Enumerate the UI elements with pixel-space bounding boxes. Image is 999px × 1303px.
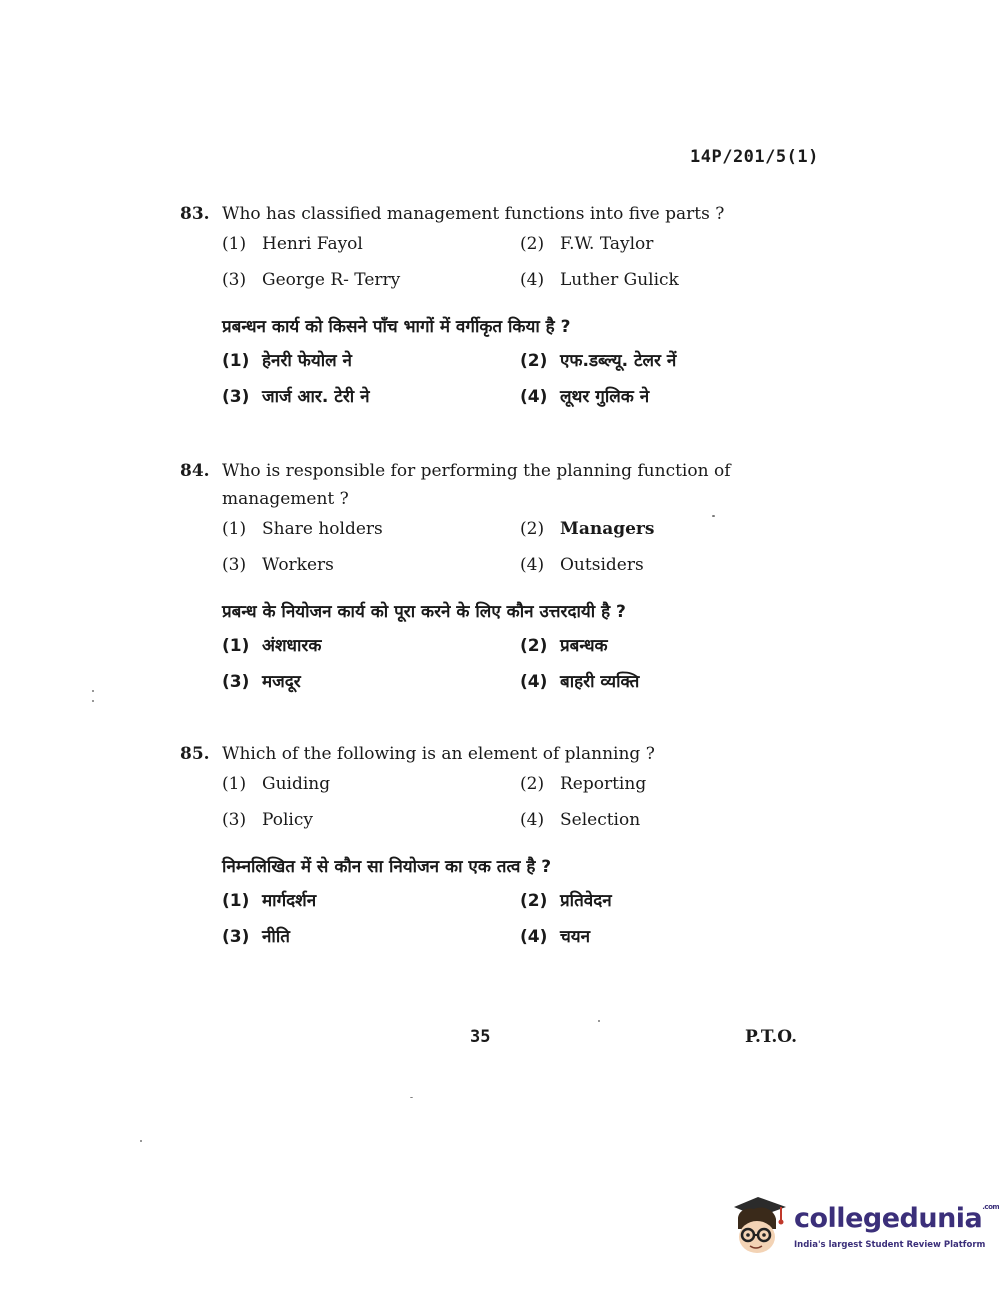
scan-speck (712, 515, 715, 517)
option-2-hindi: (2) एफ.डब्ल्यू. टेलर नें (520, 351, 677, 371)
question-number: 84. (180, 461, 210, 481)
option-3-hindi: (3) मजदूर (222, 672, 301, 692)
option-1-hindi: (1) अंशधारक (222, 636, 322, 656)
question-text-hindi: प्रबन्धन कार्य को किसने पाँच भागों में वर्गीकृत किया है ? (222, 317, 571, 337)
question-text: Who has classified management functions into five parts ? (222, 204, 725, 224)
option-4-hindi: (4) बाहरी व्यक्ति (520, 672, 640, 692)
option-2-hindi: (2) प्रतिवेदन (520, 891, 612, 911)
question-85 (180, 740, 820, 956)
options-english (222, 513, 842, 587)
options-english (222, 768, 842, 842)
question-number: 85. (180, 744, 210, 764)
option-1: (1) Guiding (222, 774, 331, 794)
option-2-hindi: (2) प्रबन्धक (520, 636, 608, 656)
option-4-hindi: (4) लूथर गुलिक ने (520, 387, 650, 407)
option-3-hindi: (3) नीति (222, 927, 290, 947)
option-1: (1) Share holders (222, 519, 383, 539)
scan-speck (598, 1020, 600, 1022)
options-hindi (222, 627, 842, 701)
scan-speck (92, 690, 94, 692)
option-3: (3) George R- Terry (222, 270, 401, 290)
option-4: (4) Luther Gulick (520, 270, 679, 290)
option-4-hindi: (4) चयन (520, 927, 591, 947)
question-text: Who is responsible for performing the planning function of (222, 461, 731, 481)
option-3: (3) Workers (222, 555, 334, 575)
paper-code: 14P/201/5(1) (690, 147, 819, 167)
mascot-icon (732, 1193, 792, 1259)
logo-tagline: India's largest Student Review Platform (794, 1240, 986, 1250)
scan-speck (92, 700, 94, 702)
question-84 (180, 457, 820, 701)
question-text: Which of the following is an element of planning ? (222, 744, 655, 764)
option-1: (1) Henri Fayol (222, 234, 363, 254)
question-number: 83. (180, 204, 210, 224)
question-text-hindi: प्रबन्ध के नियोजन कार्य को पूरा करने के लिए कौन उत्तरदायी है ? (222, 602, 626, 622)
collegedunia-logo (732, 1193, 999, 1263)
logo-suffix: .com (982, 1203, 999, 1211)
option-1-hindi: (1) मार्गदर्शन (222, 891, 317, 911)
question-83 (180, 200, 820, 416)
option-3: (3) Policy (222, 810, 313, 830)
pto-label: P.T.O. (745, 1027, 797, 1047)
option-1-hindi: (1) हेनरी फेयोल ने (222, 351, 352, 371)
scan-speck (140, 1140, 142, 1142)
question-text-continued: management ? (222, 489, 349, 509)
option-4: (4) Outsiders (520, 555, 644, 575)
option-2: (2) F.W. Taylor (520, 234, 654, 254)
option-2: (2) Managers (520, 519, 655, 539)
option-3-hindi: (3) जार्ज आर. टेरी ने (222, 387, 370, 407)
logo-brand: collegedunia (794, 1203, 983, 1234)
option-4: (4) Selection (520, 810, 641, 830)
options-hindi (222, 882, 842, 956)
options-english (222, 228, 842, 302)
scan-speck (410, 1097, 413, 1098)
page-number: 35 (470, 1027, 491, 1047)
question-text-hindi: निम्नलिखित में से कौन सा नियोजन का एक तत्व है ? (222, 857, 552, 877)
options-hindi (222, 342, 842, 416)
option-2: (2) Reporting (520, 774, 647, 794)
